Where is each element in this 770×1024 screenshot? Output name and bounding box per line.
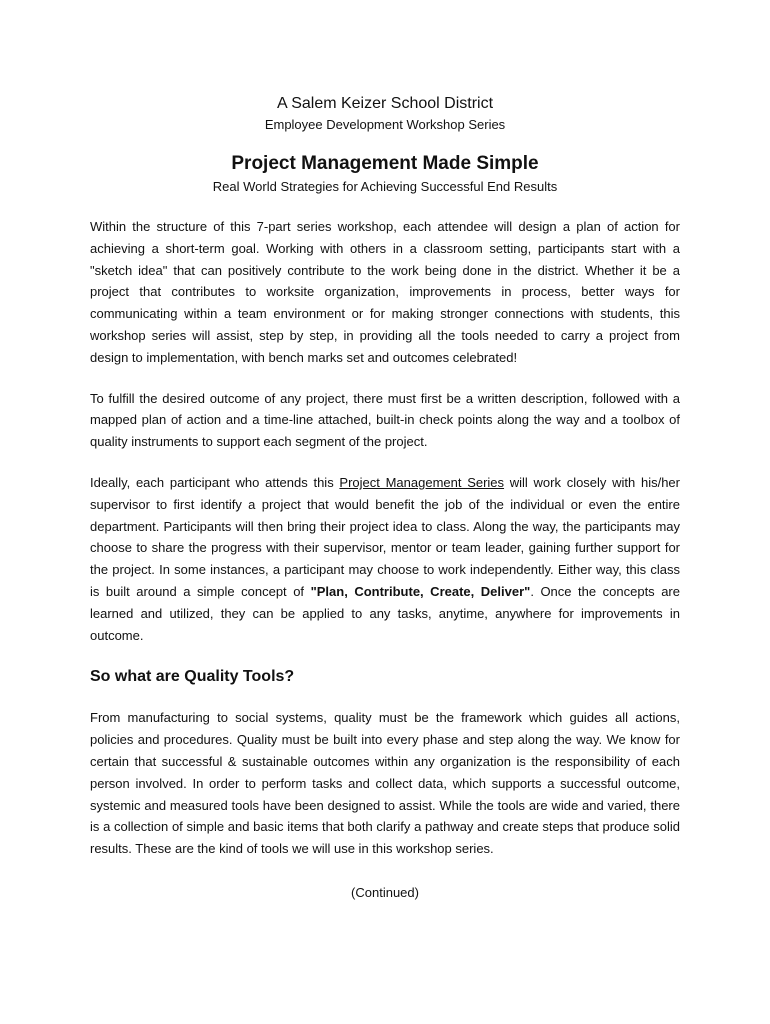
concept-phrase: "Plan, Contribute, Create, Deliver": [310, 583, 531, 599]
paragraph-participants-text-b: will work closely with his/her supervisor to first identify a project that would benefit the job of the individual or even the entire department. Participants will then bring their project idea to class. Along the way, the participants may choose to share the progress with their supervisor, mentor or team leader, gaining further support for the project. In some instances, a participant may choose to work independently. Either way, this class is built around a simple concept of: [90, 474, 680, 599]
document-title: Project Management Made Simple: [231, 153, 539, 174]
section-heading-quality-tools: So what are Quality Tools?: [90, 668, 295, 686]
document-subtitle: Real World Strategies for Achieving Successful End Results: [212, 179, 558, 194]
project-management-series-link[interactable]: Project Management Series: [339, 474, 505, 490]
continued-note: (Continued): [351, 884, 419, 900]
paragraph-quality-tools: From manufacturing to social systems, quality must be the framework which guides all actions, policies and procedures. Quality must be built into every phase and step along the way. We know for certain that successful & sustainable outcomes within any organization is the responsibility of each person involved. In order to perform tasks and collect data, which supports a successful outcome, systemic and measured tools have been designed to assist. While the tools are wide and varied, there is a collection of simple and basic items that both clarify a pathway and create steps that produce solid results. These are the kind of tools we will use in this workshop series.: [90, 710, 680, 857]
series-name: Employee Development Workshop Series: [264, 117, 506, 132]
paragraph-desired-outcome: To fulfill the desired outcome of any project, there must first be a written description, followed with a mapped plan of action and a time-line attached, built-in check points along the way and a toolbox of quality instruments to support each segment of the project.: [90, 390, 680, 450]
paragraph-participants: [90, 472, 680, 646]
paragraph-intro: Within the structure of this 7-part series workshop, each attendee will design a plan of action for achieving a short-term goal. Working with others in a classroom setting, participants start with a "sketch idea" that can positively contribute to the work being done in the district. Whether it be a project that contributes to worksite organization, improvements in process, better ways for communicating within a team environment or for making stronger connections with students, this workshop series will assist, step by step, in providing all the tools needed to carry a project from design to implementation, with bench marks set and outcomes celebrated!: [90, 219, 680, 365]
paragraph-participants-text-a: Ideally, each participant who attends this: [90, 474, 340, 490]
document-page: [90, 94, 680, 902]
organization-name: A Salem Keizer School District: [276, 95, 494, 112]
paragraph-participants-text-c: . Once the concepts are learned and utilized, they can be applied to any tasks, anytime, anywhere for improvements in outcome.: [90, 583, 680, 643]
